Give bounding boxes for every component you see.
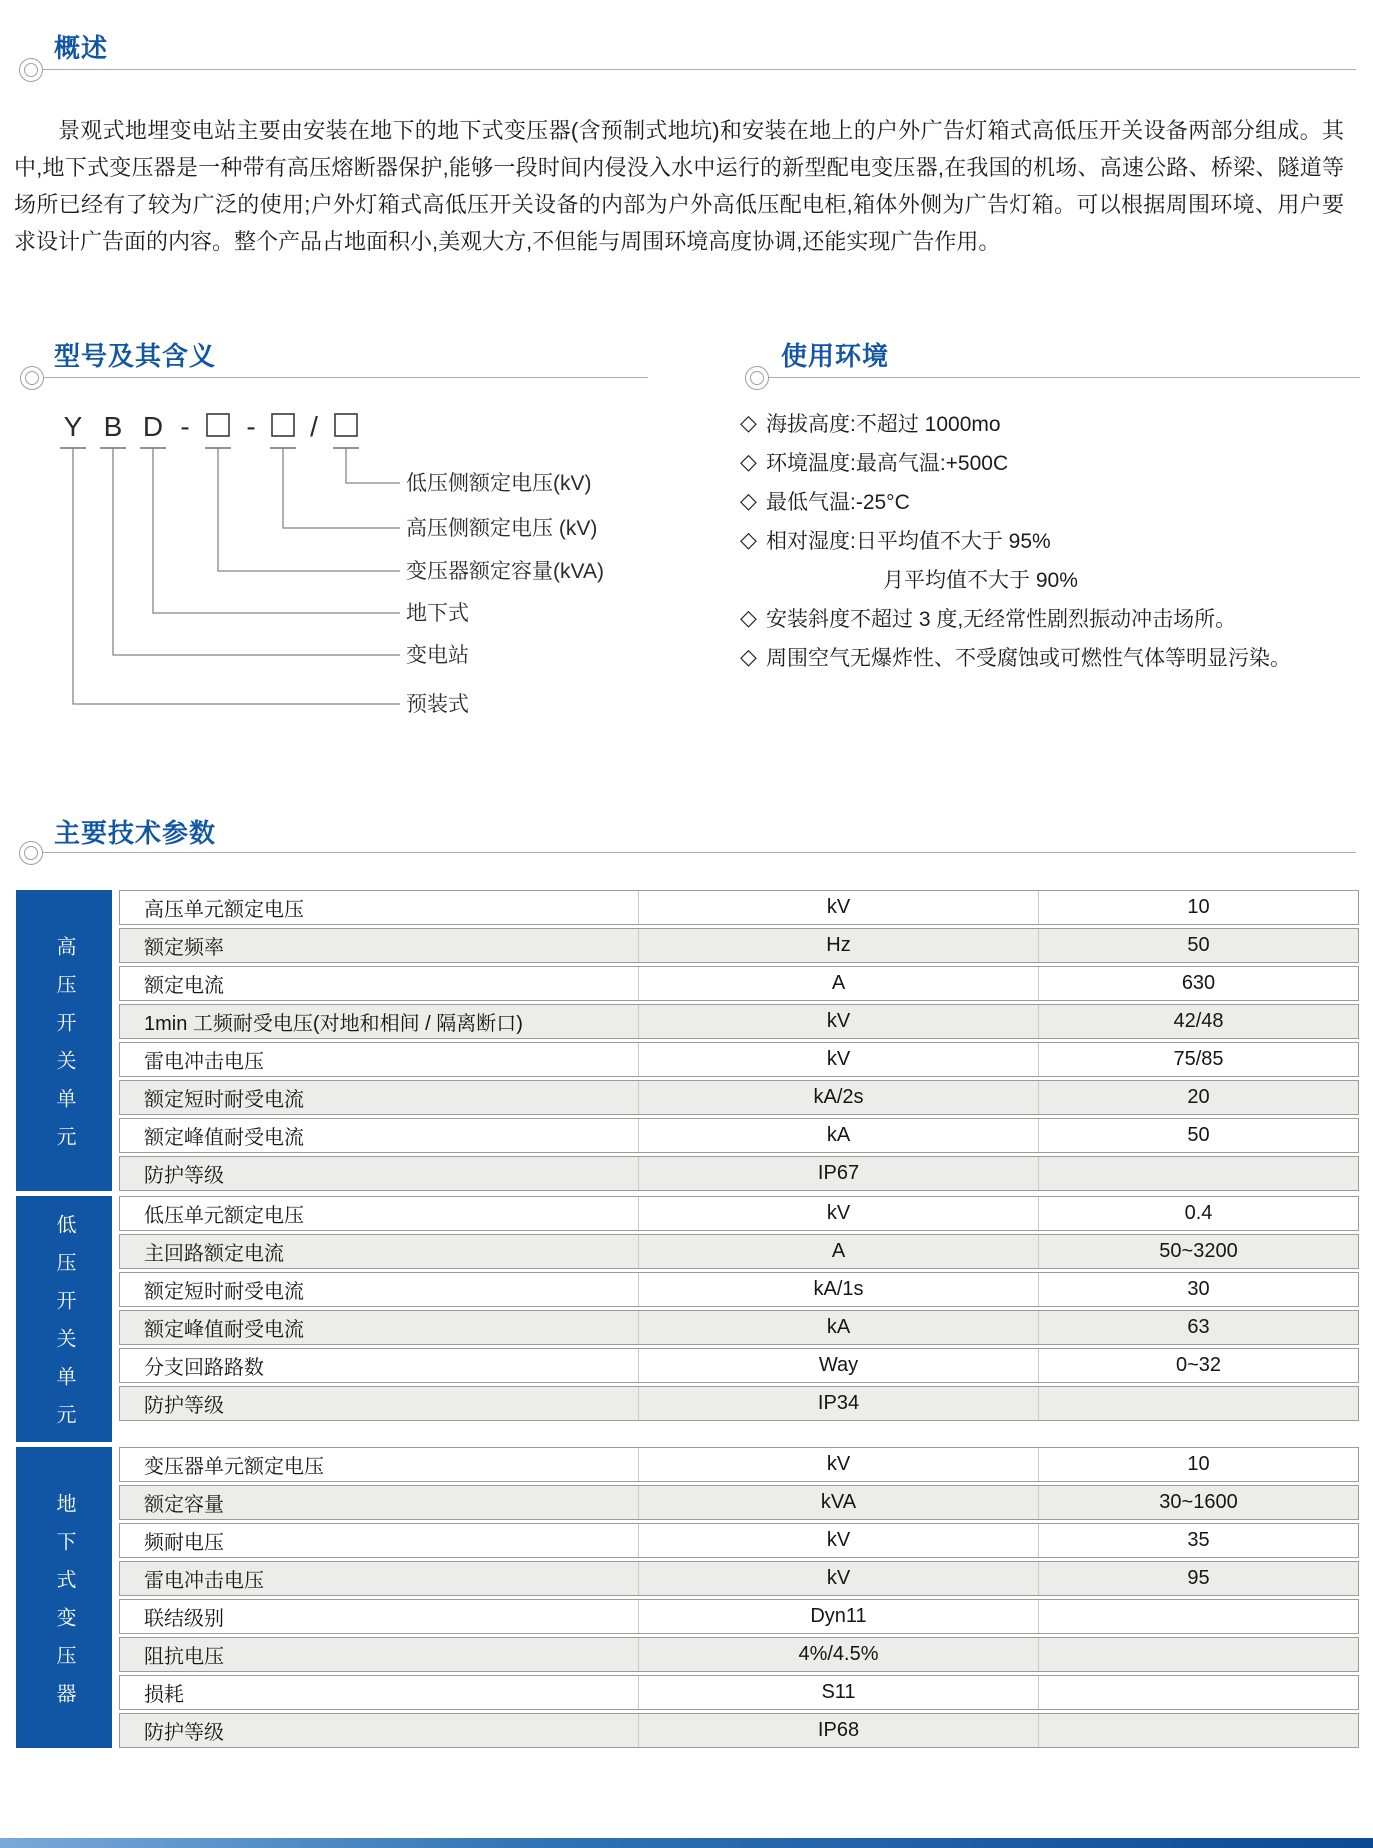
cell-unit: kV bbox=[639, 891, 1039, 924]
cell-param: 主回路额定电流 bbox=[120, 1235, 639, 1268]
cell-param: 阻抗电压 bbox=[120, 1638, 639, 1671]
cell-value: 30 bbox=[1187, 1278, 1210, 1300]
footer-accent-bar bbox=[0, 1838, 1373, 1848]
group-label bbox=[16, 890, 112, 1191]
environment-rule bbox=[756, 377, 1360, 378]
section-marker-icon bbox=[745, 366, 769, 390]
cell-unit: Dyn11 bbox=[639, 1600, 1039, 1633]
table-row bbox=[119, 1675, 1359, 1710]
table-row bbox=[119, 890, 1359, 925]
group-label-text: 低压开关单元 bbox=[53, 1214, 75, 1442]
cell-param: 联结级别 bbox=[120, 1600, 639, 1633]
cell-value bbox=[1039, 1676, 1358, 1709]
cell-param: 额定短时耐受电流 bbox=[120, 1273, 639, 1306]
cell-unit: kA/1s bbox=[639, 1273, 1039, 1306]
table-row bbox=[119, 1713, 1359, 1748]
group-rows bbox=[119, 890, 1359, 1191]
code-char: - bbox=[246, 411, 256, 442]
table-row bbox=[119, 1348, 1359, 1383]
code-char: Y bbox=[63, 411, 83, 442]
cell-unit: IP68 bbox=[639, 1714, 1039, 1747]
group-label-text: 高压开关单元 bbox=[53, 935, 75, 1164]
cell-unit: kV bbox=[639, 1524, 1039, 1557]
cell-param: 雷电冲击电压 bbox=[120, 1562, 639, 1595]
table-group-lv-switch bbox=[16, 1196, 1359, 1442]
cell-param: 额定频率 bbox=[120, 929, 639, 962]
cell-unit: Hz bbox=[639, 929, 1039, 962]
cell-unit: Way bbox=[639, 1349, 1039, 1382]
cell-value: 30~1600 bbox=[1159, 1491, 1238, 1513]
cell-value: 0~32 bbox=[1175, 1354, 1222, 1376]
code-box-icon bbox=[207, 414, 229, 436]
table-row bbox=[119, 1118, 1359, 1153]
environment-item bbox=[740, 559, 1360, 598]
code-box-icon bbox=[335, 414, 357, 436]
environment-list bbox=[740, 403, 1360, 676]
diagram-label: 地下式 bbox=[406, 602, 469, 625]
cell-value: 75/85 bbox=[1173, 1048, 1224, 1070]
cell-value bbox=[1039, 1638, 1358, 1671]
cell-unit: kV bbox=[639, 1043, 1039, 1076]
overview-title: 概述 bbox=[54, 33, 109, 63]
table-row bbox=[119, 1386, 1359, 1421]
cell-value bbox=[1039, 1600, 1358, 1633]
diagram-label: 变压器额定容量(kVA) bbox=[406, 560, 604, 583]
cell-unit: kA bbox=[639, 1311, 1039, 1344]
group-label-text: 地下式变压器 bbox=[53, 1492, 75, 1721]
environment-item bbox=[740, 442, 1360, 481]
table-group-hv-switch bbox=[16, 890, 1359, 1191]
table-row bbox=[119, 1080, 1359, 1115]
parameters-rule bbox=[30, 852, 1356, 853]
cell-param: 防护等级 bbox=[120, 1157, 639, 1190]
cell-value: 50 bbox=[1187, 1124, 1210, 1146]
environment-item-text: 安装斜度不超过 3 度,无经常性剧烈振动冲击场所。 bbox=[766, 607, 1237, 631]
table-group-transformer bbox=[16, 1447, 1359, 1748]
cell-value bbox=[1039, 1387, 1358, 1420]
cell-value: 0.4 bbox=[1184, 1202, 1213, 1224]
connector-lines bbox=[73, 448, 400, 704]
cell-value: 10 bbox=[1187, 896, 1210, 918]
table-row bbox=[119, 1272, 1359, 1307]
model-code-diagram bbox=[48, 398, 688, 728]
table-row bbox=[119, 1599, 1359, 1634]
cell-unit: IP34 bbox=[639, 1387, 1039, 1420]
cell-value: 50~3200 bbox=[1159, 1240, 1238, 1262]
cell-param: 分支回路路数 bbox=[120, 1349, 639, 1382]
overview-rule bbox=[30, 69, 1356, 70]
environment-item-text: 月平均值不大于 90% bbox=[883, 568, 1078, 592]
diagram-label: 预装式 bbox=[406, 693, 469, 716]
cell-value: 42/48 bbox=[1173, 1010, 1224, 1032]
environment-item-text: 周围空气无爆炸性、不受腐蚀或可燃性气体等明显污染。 bbox=[766, 646, 1291, 670]
diagram-label: 低压侧额定电压(kV) bbox=[406, 472, 592, 495]
cell-unit: S11 bbox=[639, 1676, 1039, 1709]
environment-item bbox=[740, 637, 1360, 676]
environment-item bbox=[740, 403, 1360, 442]
diamond-bullet-icon: ◇ bbox=[740, 448, 757, 474]
table-row bbox=[119, 1004, 1359, 1039]
diamond-bullet-icon: ◇ bbox=[740, 604, 757, 630]
cell-param: 1min 工频耐受电压(对地和相间 / 隔离断口) bbox=[120, 1005, 639, 1038]
cell-value: 630 bbox=[1181, 972, 1216, 994]
cell-unit: kVA bbox=[639, 1486, 1039, 1519]
table-row bbox=[119, 1447, 1359, 1482]
diagram-label: 变电站 bbox=[406, 644, 469, 667]
cell-unit: kV bbox=[639, 1197, 1039, 1230]
cell-unit: kV bbox=[639, 1448, 1039, 1481]
environment-item-text: 相对湿度:日平均值不大于 95% bbox=[766, 529, 1051, 553]
diamond-bullet-icon: ◇ bbox=[740, 526, 757, 552]
cell-param: 高压单元额定电压 bbox=[120, 891, 639, 924]
table-row bbox=[119, 1561, 1359, 1596]
table-row bbox=[119, 1637, 1359, 1672]
model-rule bbox=[31, 377, 648, 378]
cell-unit: 4%/4.5% bbox=[639, 1638, 1039, 1671]
code-char: - bbox=[180, 411, 190, 442]
environment-title: 使用环境 bbox=[781, 341, 890, 371]
diamond-bullet-icon: ◇ bbox=[740, 643, 757, 669]
cell-param: 额定短时耐受电流 bbox=[120, 1081, 639, 1114]
cell-value bbox=[1039, 1714, 1358, 1747]
group-rows bbox=[119, 1196, 1359, 1442]
model-title: 型号及其含义 bbox=[54, 341, 217, 371]
cell-value: 10 bbox=[1187, 1453, 1210, 1475]
table-row bbox=[119, 1523, 1359, 1558]
cell-unit: A bbox=[639, 967, 1039, 1000]
environment-item-text: 最低气温:-25°C bbox=[766, 490, 910, 514]
group-label bbox=[16, 1447, 112, 1748]
table-row bbox=[119, 1156, 1359, 1191]
cell-param: 低压单元额定电压 bbox=[120, 1197, 639, 1230]
table-row bbox=[119, 928, 1359, 963]
cell-param: 额定峰值耐受电流 bbox=[120, 1311, 639, 1344]
cell-param: 额定峰值耐受电流 bbox=[120, 1119, 639, 1152]
table-row bbox=[119, 1196, 1359, 1231]
diamond-bullet-icon: ◇ bbox=[740, 487, 757, 513]
cell-unit: IP67 bbox=[639, 1157, 1039, 1190]
environment-item-text: 海拔高度:不超过 1000mo bbox=[766, 412, 1001, 436]
overview-paragraph: 景观式地埋变电站主要由安装在地下的地下式变压器(含预制式地坑)和安装在地上的户外广告灯箱式高低压开关设备两部分组成。其中,地下式变压器是一种带有高压熔断器保护,能够一段时间内侵没入水中运行的新型配电变压器,在我国的机场、高速公路、桥梁、隧道等场所已经有了较为广泛的使用;户外灯箱式高低压开关设备的内部为户外高低压配电柜,箱体外侧为广告灯箱。可以根据周围环境、用户要求设计广告面的内容。整个产品占地面积小,美观大方,不但能与周围环境高度协调,还能实现广告作用。 bbox=[14, 118, 1344, 254]
cell-value: 50 bbox=[1187, 934, 1210, 956]
table-row bbox=[119, 1310, 1359, 1345]
cell-unit: kV bbox=[639, 1562, 1039, 1595]
cell-param: 防护等级 bbox=[120, 1387, 639, 1420]
cell-param: 损耗 bbox=[120, 1676, 639, 1709]
code-char: B bbox=[103, 411, 123, 442]
cell-value: 20 bbox=[1187, 1086, 1210, 1108]
code-box-icon bbox=[272, 414, 294, 436]
parameters-table bbox=[16, 890, 1359, 1753]
cell-param: 频耐电压 bbox=[120, 1524, 639, 1557]
code-char: / bbox=[310, 411, 318, 442]
environment-item bbox=[740, 481, 1360, 520]
cell-unit: kA/2s bbox=[639, 1081, 1039, 1114]
cell-unit: kV bbox=[639, 1005, 1039, 1038]
code-char: D bbox=[142, 411, 164, 442]
parameters-title: 主要技术参数 bbox=[54, 818, 217, 848]
section-marker-icon bbox=[20, 366, 44, 390]
cell-param: 雷电冲击电压 bbox=[120, 1043, 639, 1076]
table-row bbox=[119, 1485, 1359, 1520]
cell-unit: A bbox=[639, 1235, 1039, 1268]
environment-item bbox=[740, 598, 1360, 637]
cell-value: 35 bbox=[1187, 1529, 1210, 1551]
cell-param: 变压器单元额定电压 bbox=[120, 1448, 639, 1481]
diagram-label: 高压侧额定电压 (kV) bbox=[406, 517, 598, 540]
cell-param: 防护等级 bbox=[120, 1714, 639, 1747]
cell-value bbox=[1039, 1157, 1358, 1190]
table-row bbox=[119, 966, 1359, 1001]
environment-item-text: 环境温度:最高气温:+500C bbox=[766, 451, 1009, 475]
table-row bbox=[119, 1234, 1359, 1269]
environment-item bbox=[740, 520, 1360, 559]
cell-param: 额定电流 bbox=[120, 967, 639, 1000]
cell-unit: kA bbox=[639, 1119, 1039, 1152]
group-label bbox=[16, 1196, 112, 1442]
cell-param: 额定容量 bbox=[120, 1486, 639, 1519]
section-marker-icon bbox=[19, 58, 43, 82]
diamond-bullet-icon: ◇ bbox=[740, 409, 757, 435]
group-rows bbox=[119, 1447, 1359, 1748]
table-row bbox=[119, 1042, 1359, 1077]
cell-value: 63 bbox=[1187, 1316, 1210, 1338]
cell-value: 95 bbox=[1187, 1567, 1210, 1589]
section-marker-icon bbox=[19, 841, 43, 865]
